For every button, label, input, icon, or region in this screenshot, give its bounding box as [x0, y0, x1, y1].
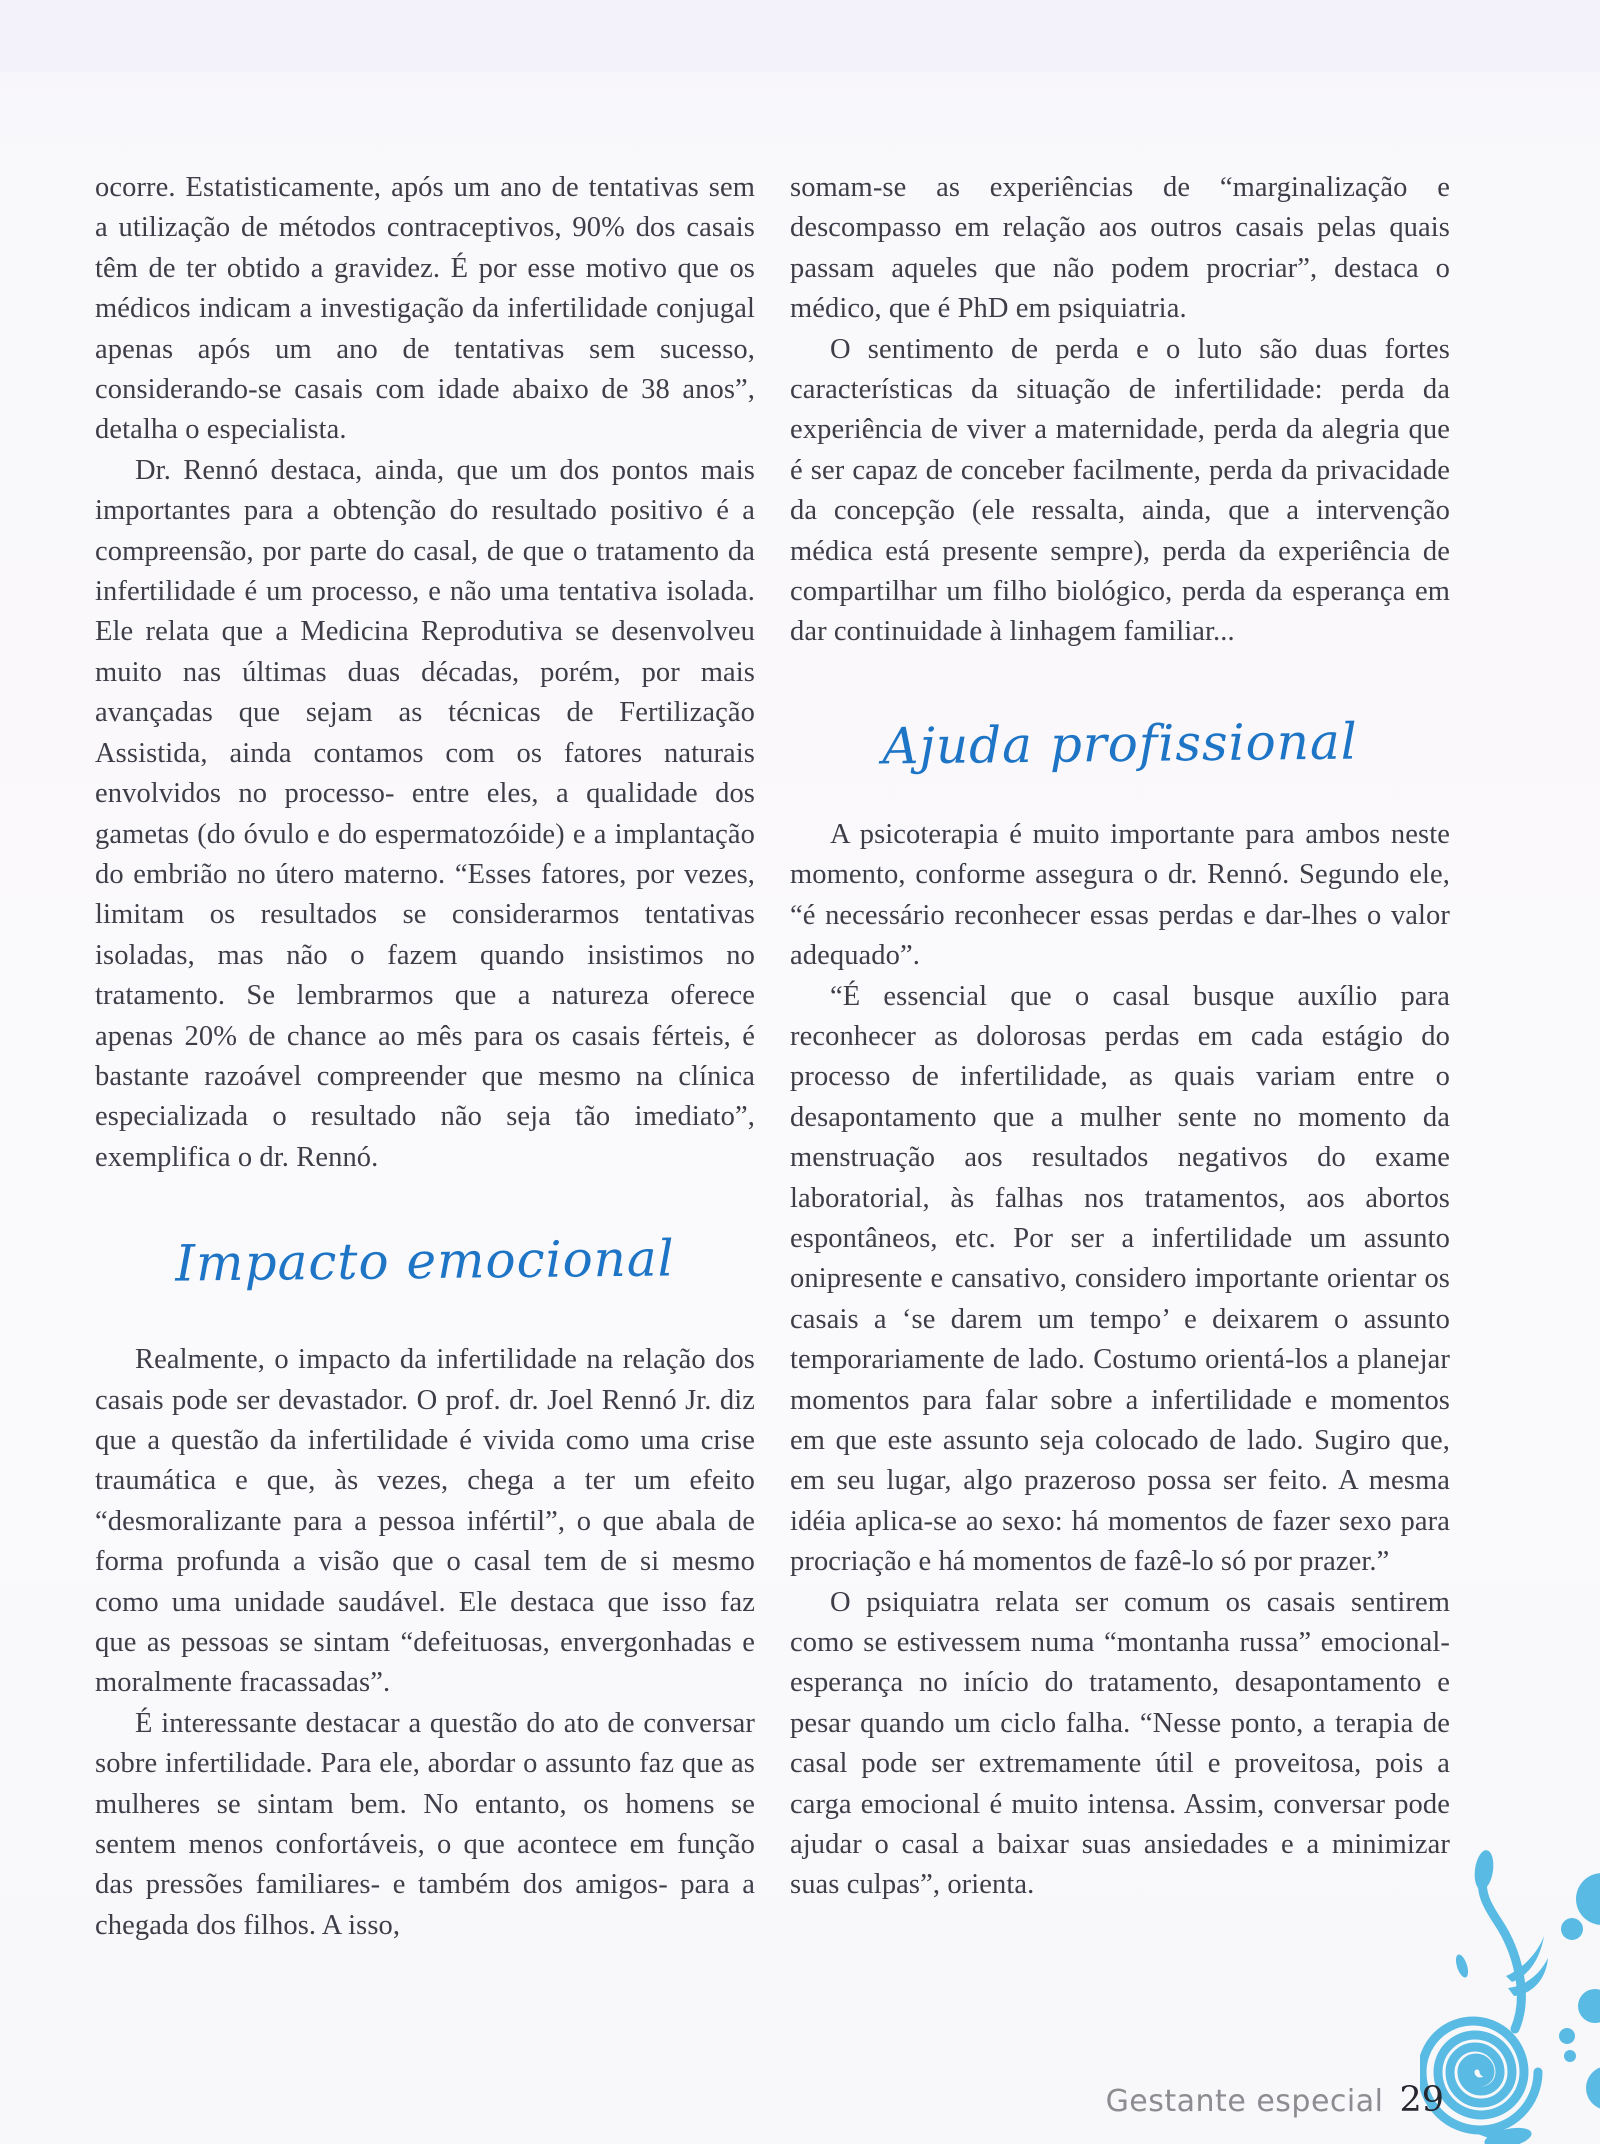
- floral-swirl-icon: [1420, 1844, 1600, 2144]
- paragraph: É interessante destacar a questão do ato de conversar sobre infertilidade. Para ele, abordar o assunto faz que as mulheres se sintam bem. No entanto, os homens se sentem menos confortáveis, o que acontece em função das pressões familiares- e também dos amigos- para a chegada dos filhos. A isso,: [95, 1707, 755, 1941]
- left-column: [95, 168, 755, 1946]
- page-number: 29: [1399, 2080, 1444, 2120]
- page-footer: [1106, 2080, 1444, 2120]
- paragraph: somam-se as experiências de “marginalização e descompasso em relação aos outros casais pelas quais passam aqueles que não podem procriar”, destaca o médico, que é PhD em psiquiatria.: [790, 172, 1450, 325]
- magazine-name: Gestante especial: [1105, 2084, 1384, 2119]
- paragraph: ocorre. Estatisticamente, após um ano de tentativas sem a utilização de métodos contraceptivos, 90% dos casais têm de ter obtido a gravidez. É por esse motivo que os médicos indicam a investigação da infertilidade conjugal apenas após um ano de tentativas sem sucesso, considerando-se casais com idade abaixo de 38 anos”, detalha o especialista.: [95, 172, 755, 446]
- paragraph: “É essencial que o casal busque auxílio para reconhecer as dolorosas perdas em cada estágio do processo de infertilidade, as quais variam entre o desapontamento que a mulher sente no momento da menstruação aos resultados negativos do exame laboratorial, às falhas nos tratamentos, aos abortos espontâneos, etc. Por ser a infertilidade um assunto onipresente e cansativo, considero importante orientar os casais a ‘se darem um tempo’ e deixarem o assunto temporariamente de lado. Costumo orientá-los a planejar momentos para falar sobre a infertilidade e momentos em que este assunto seja colocado de lado. Sugiro que, em seu lugar, algo prazeroso possa ser feito. A mesma idéia aplica-se ao sexo: há momentos de fazer sexo para procriação e há momentos de fazê-lo só por prazer.”: [790, 980, 1450, 1578]
- paragraph: Dr. Rennó destaca, ainda, que um dos pontos mais importantes para a obtenção do resultado positivo é a compreensão, por parte do casal, de que o tratamento da infertilidade é um processo, e não uma tentativa isolada. Ele relata que a Medicina Reprodutiva se desenvolveu muito nas últimas duas décadas, porém, por mais avançadas que sejam as técnicas de Fertilização Assistida, ainda contamos com os fatores naturais envolvidos no processo- entre eles, a qualidade dos gametas (do óvulo e do espermatozóide) e a implantação do embrião no útero materno. “Esses fatores, por vezes, limitam os resultados se considerarmos tentativas isoladas, mas não o fazem quando insistimos no tratamento. Se lembrarmos que a natureza oferece apenas 20% de chance ao mês para os casais férteis, é bastante razoável compreender que mesmo na clínica especializada o resultado não seja tão imediato”, exemplifica o dr. Rennó.: [95, 454, 755, 1173]
- page-top-band: [0, 0, 1600, 72]
- right-column: [790, 168, 1450, 1946]
- paragraph: O sentimento de perda e o luto são duas fortes características da situação de infertilidade: perda da experiência de viver a maternidade, perda da alegria que é ser capaz de conceber facilmente, perda da privacidade da concepção (ele ressalta, ainda, que a intervenção médica está presente sempre), perda da experiência de compartilhar um filho biológico, perda da esperança em dar continuidade à linhagem familiar...: [790, 333, 1450, 648]
- section-heading-ajuda-profissional: Ajuda profissional: [881, 712, 1359, 776]
- section-heading-impacto-emocional: Impacto emocional: [175, 1229, 675, 1293]
- paragraph: Realmente, o impacto da infertilidade na relação dos casais pode ser devastador. O prof. dr. Joel Rennó Jr. diz que a questão da infertilidade é vivida como uma crise traumática e que, às vezes, chega a ter um efeito “desmoralizante para a pessoa infértil”, o que abala de forma profunda a visão que o casal tem de si mesmo como uma unidade saudável. Ele destaca que isso faz que as pessoas se sintam “defeituosas, envergonhadas e moralmente fracassadas”.: [95, 1344, 755, 1699]
- paragraph: A psicoterapia é muito importante para ambos neste momento, conforme assegura o dr. Rennó. Segundo ele, “é necessário reconhecer essas perdas e dar-lhes o valor adequado”.: [790, 818, 1450, 972]
- article-body: [95, 168, 1450, 1946]
- paragraph: O psiquiatra relata ser comum os casais sentirem como se estivessem numa “montanha russa” emocional- esperança no início do tratamento, desapontamento e pesar quando um ciclo falha. “Nesse ponto, a terapia de casal pode ser extremamente útil e proveitosa, pois a carga emocional é muito intensa. Assim, conversar pode ajudar o casal a baixar suas ansiedades e a minimizar suas culpas”, orienta.: [790, 1586, 1450, 1901]
